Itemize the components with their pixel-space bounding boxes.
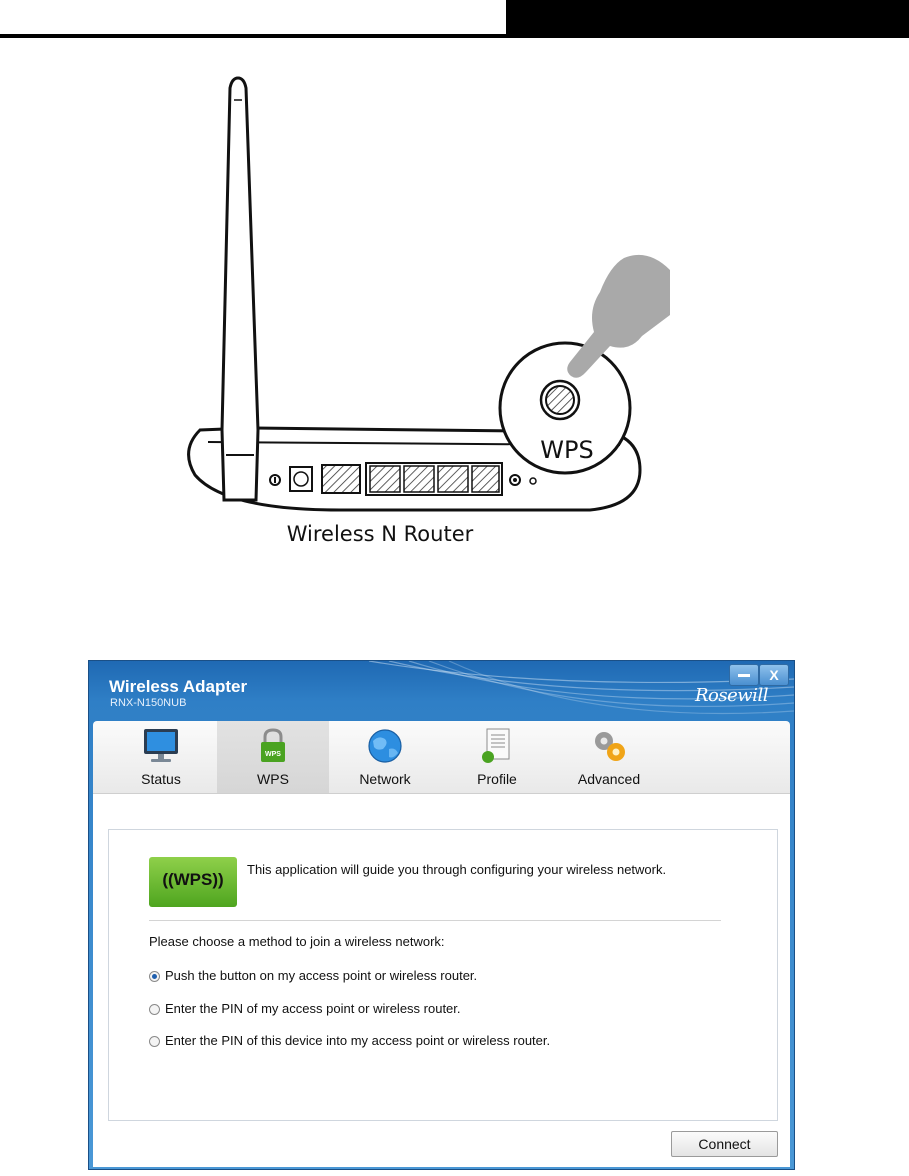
option-device-pin-label: Enter the PIN of this device into my access point or wireless router. — [165, 1033, 551, 1048]
gears-icon — [589, 727, 629, 765]
minimize-icon — [738, 674, 750, 677]
router-caption: Wireless N Router — [286, 522, 474, 546]
app-model: RNX-N150NUB — [110, 697, 187, 709]
wps-button-label: WPS — [540, 436, 594, 464]
wireless-adapter-window — [88, 660, 795, 1170]
tab-advanced[interactable] — [553, 721, 665, 793]
svg-text:WPS: WPS — [265, 751, 281, 758]
wps-panel — [108, 829, 778, 1121]
router-illustration — [170, 70, 670, 550]
title-bar[interactable] — [89, 661, 794, 721]
tab-network-label: Network — [359, 771, 411, 787]
tab-status-label: Status — [141, 771, 181, 787]
content-area — [93, 794, 790, 1167]
wps-button-icon — [546, 386, 574, 414]
tab-status[interactable] — [105, 721, 217, 793]
globe-icon — [365, 727, 405, 765]
divider — [149, 920, 721, 921]
minimize-button[interactable] — [729, 664, 759, 686]
tab-wps-label: WPS — [257, 771, 289, 787]
lock-icon — [253, 727, 293, 765]
router-antenna — [222, 78, 258, 500]
header-bar — [506, 0, 909, 38]
method-prompt: Please choose a method to join a wireless network: — [149, 934, 445, 949]
option-ap-pin-label: Enter the PIN of my access point or wireless router. — [165, 1001, 461, 1016]
brand-logo: Rosewill — [695, 685, 768, 706]
tab-profile-label: Profile — [477, 771, 517, 787]
tab-wps[interactable] — [217, 721, 329, 793]
monitor-icon — [141, 727, 181, 765]
header-rule — [0, 34, 506, 38]
close-button[interactable]: X — [759, 664, 789, 686]
option-push-button-label: Push the button on my access point or wireless router. — [165, 968, 478, 983]
option-push-button[interactable] — [149, 968, 477, 983]
tab-advanced-label: Advanced — [577, 771, 641, 787]
radio-ap-pin[interactable] — [149, 1004, 160, 1015]
tab-profile[interactable] — [441, 721, 553, 793]
option-ap-pin[interactable] — [149, 1001, 461, 1016]
radio-device-pin[interactable] — [149, 1036, 160, 1047]
document-icon — [477, 727, 517, 765]
main-toolbar — [93, 721, 790, 794]
radio-push-button[interactable] — [149, 971, 160, 982]
wps-logo-text: ((WPS)) — [162, 870, 224, 889]
tab-network[interactable] — [329, 721, 441, 793]
connect-button[interactable]: Connect — [671, 1131, 778, 1157]
app-title: Wireless Adapter — [109, 677, 248, 696]
option-device-pin[interactable] — [149, 1033, 550, 1048]
pointing-finger-icon — [567, 255, 670, 378]
wps-logo — [149, 857, 237, 907]
intro-text: This application will guide you through configuring your wireless network. — [247, 862, 667, 877]
